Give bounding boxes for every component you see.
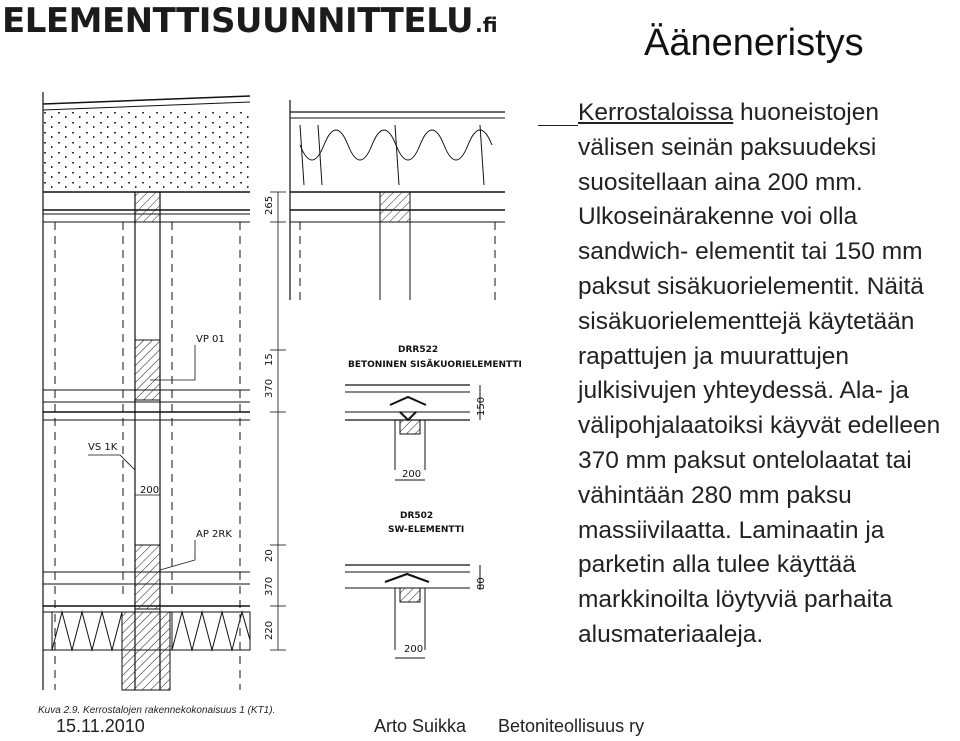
label-drr522: DRR522 xyxy=(398,345,439,355)
footer-author: Arto Suikka xyxy=(374,716,467,736)
left-section xyxy=(43,92,286,690)
body-rest: huoneistojen välisen seinän paksuudeksi suositellaan aina 200 mm. Ulkoseinärakenne voi olla sandwich- elementit tai 150 mm paksut sisäkuorielementit. Näitä sisäkuorielementtejä käytetään rapattujen ja muurattujen julkisivujen yhteydessä. Ala- ja välipohjalaatoiksi käyvät edelleen 370 mm paksut ontelolaatat tai vähintään 280 mm paksu massiivilaatta. Laminaatin ja parketin alla tulee käyttää markkinoilta löytyviä parhaita alusmateriaaleja. xyxy=(578,99,941,648)
dim-15: 15 xyxy=(264,353,275,366)
page-title: Ääneneristys xyxy=(644,22,864,64)
label-sw: SW-ELEMENTTI xyxy=(388,525,465,535)
detail-drr522 xyxy=(345,385,480,480)
dim-200-left: 200 xyxy=(140,485,160,496)
dim-150: 150 xyxy=(476,396,487,416)
dim-220: 220 xyxy=(264,620,275,640)
right-section-top xyxy=(290,100,505,300)
label-vs1k: VS 1K xyxy=(88,442,118,453)
figure-caption: Kuva 2.9. Kerrostalojen rakennekokonaisuus 1 (KT1). xyxy=(38,705,276,716)
logo-text: ELEMENTTISUUNNITTELU xyxy=(2,1,474,41)
dim-20: 20 xyxy=(264,549,275,562)
body-first-word: Kerrostaloissa xyxy=(578,99,734,126)
dim-200-low: 200 xyxy=(404,644,424,655)
dim-200-mid: 200 xyxy=(402,469,422,480)
label-ap2rk: AP 2RK xyxy=(196,529,232,540)
label-vp01: VP 01 xyxy=(196,334,225,345)
label-betoninen: BETONINEN SISÄKUORIELEMENTTI xyxy=(348,360,522,370)
dim-370-a: 370 xyxy=(264,378,275,398)
dim-265: 265 xyxy=(264,195,275,215)
label-dr502: DR502 xyxy=(400,511,434,521)
dim-80: 80 xyxy=(476,577,487,590)
logo-extension: .fi xyxy=(475,13,498,37)
footer-date: 15.11.2010 xyxy=(56,716,145,736)
dim-370-b: 370 xyxy=(264,576,275,596)
footer-organization: Betoniteollisuus ry xyxy=(498,716,645,736)
